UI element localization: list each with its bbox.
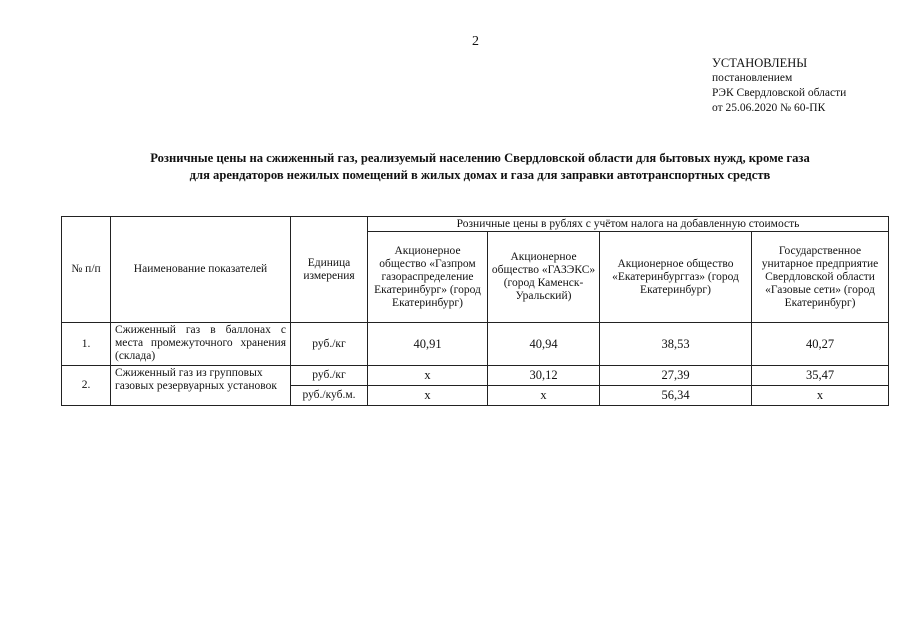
header-num: № п/п xyxy=(62,217,111,323)
table-row xyxy=(62,323,889,366)
page-number: 2 xyxy=(472,34,479,49)
row-value: 56,34 xyxy=(600,386,752,406)
header-company-gazovye-seti: Государственное унитарное предприятие Свердловской области «Газовые сети» (город Екатеринбург) xyxy=(752,232,889,323)
document-title xyxy=(70,150,890,184)
header-unit: Единица измерения xyxy=(291,217,368,323)
row-value: 38,53 xyxy=(600,323,752,366)
table-header-row xyxy=(62,217,889,232)
approval-stamp xyxy=(712,56,846,116)
row-value: х xyxy=(368,366,488,386)
row-unit: руб./кг xyxy=(291,323,368,366)
row-name: Сжиженный газ из групповых газовых резервуарных установок xyxy=(111,366,291,406)
row-value: 40,94 xyxy=(488,323,600,366)
row-unit: руб./куб.м. xyxy=(291,386,368,406)
header-price-group: Розничные цены в рублях с учётом налога на добавленную стоимость xyxy=(368,217,889,232)
approval-line-2: постановлением xyxy=(712,72,793,84)
row-value: х xyxy=(488,386,600,406)
row-value: 30,12 xyxy=(488,366,600,386)
approval-line-4: от 25.06.2020 № 60-ПК xyxy=(712,102,826,114)
row-value: х xyxy=(752,386,889,406)
document-title-line-2: для арендаторов нежилых помещений в жилых домах и газа для заправки автотранспортных средств xyxy=(189,168,771,182)
header-name: Наименование показателей xyxy=(111,217,291,323)
row-unit: руб./кг xyxy=(291,366,368,386)
approval-line-3: РЭК Свердловской области xyxy=(712,87,847,99)
row-value: 35,47 xyxy=(752,366,889,386)
header-company-ekaterinburggaz: Акционерное общество «Екатеринбурггаз» (город Екатеринбург) xyxy=(600,232,752,323)
row-value: 40,91 xyxy=(368,323,488,366)
header-company-gazprom: Акционерное общество «Газпром газораспределение Екатеринбург» (город Екатеринбург) xyxy=(368,232,488,323)
row-name: Сжиженный газ в баллонах с места промежуточного хранения (склада) xyxy=(111,323,291,366)
table-row xyxy=(62,366,889,386)
document-title-line-1: Розничные цены на сжиженный газ, реализуемый населению Свердловской области для бытовых нужд, кроме газа xyxy=(150,151,810,165)
row-value: 40,27 xyxy=(752,323,889,366)
row-value: 27,39 xyxy=(600,366,752,386)
row-value: х xyxy=(368,386,488,406)
row-num: 1. xyxy=(62,323,111,366)
row-num: 2. xyxy=(62,366,111,406)
header-company-gazeks: Акционерное общество «ГАЗЭКС» (город Каменск-Уральский) xyxy=(488,232,600,323)
price-table xyxy=(61,216,889,406)
approval-line-1: УСТАНОВЛЕНЫ xyxy=(712,56,808,70)
